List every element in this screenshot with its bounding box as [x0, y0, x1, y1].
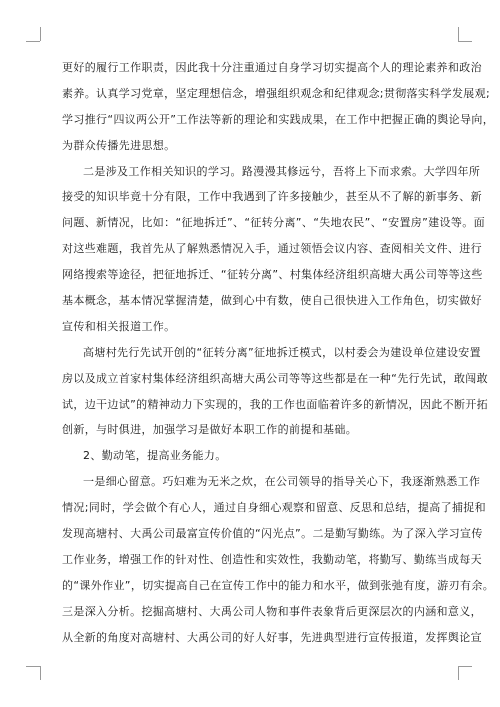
crop-mark-top-left-h [26, 41, 40, 42]
text-line: 接受的知识毕竟十分有限，工作中我遇到了许多接触少，甚至从不了解的新事务、新 [62, 190, 482, 204]
text-line: 从全新的角度对高塘村、大禹公司的好人好事，先进典型进行宣传报道，发挥舆论宣 [62, 630, 482, 644]
text-line: 的“课外作业”，切实提高自己在宣传工作中的能力和水平，做到张弛有度，游刃有余。 [62, 578, 495, 592]
text-line: 一是细心留意。巧妇难为无米之炊，在公司领导的指导关心下，我逐渐熟悉工作 [83, 475, 481, 489]
crop-mark-bottom-right-h [458, 666, 472, 667]
text-line: 素养。认真学习党章，坚定理想信念，增强组织观念和纪律观念;贯彻落实科学发展观; [62, 86, 491, 100]
crop-mark-top-right-h [458, 41, 472, 42]
crop-mark-top-right-v [458, 27, 459, 41]
crop-mark-bottom-left-h [26, 666, 40, 667]
text-line: 高塘村先行先试开创的“征转分离”征地拆迁模式，以村委会为建设单位建设安置 [83, 345, 481, 359]
text-line: 为群众传播先进思想。 [62, 138, 176, 152]
text-line: 宣传和相关报道工作。 [62, 319, 176, 333]
text-line: 问题、新情况，比如：“征地拆迁”、“征转分离”、“失地农民”、“安置房”建设等。面 [62, 216, 485, 230]
text-line: 网络搜索等途径，把征地拆迁、“征转分离”、村集体经济组织高塘大禹公司等等这些 [62, 268, 483, 282]
text-line: 试，边干边试”的精神动力下实现的，我的工作也面临着许多的新情况，因此不断开拓 [62, 397, 488, 411]
crop-mark-bottom-left-v [40, 666, 41, 680]
crop-mark-top-left-v [40, 27, 41, 41]
text-line: 房以及成立首家村集体经济组织高塘大禹公司等等这些都是在一种“先行先试，敢闯敢 [62, 371, 488, 385]
text-line: 对这些难题，我首先从了解熟悉情况入手，通过领悟会议内容、查阅相关文件、进行 [62, 242, 482, 256]
text-line: 2、勤动笔，提高业务能力。 [83, 449, 227, 463]
text-line: 更好的履行工作职责，因此我十分注重通过自身学习切实提高个人的理论素养和政治 [62, 61, 482, 74]
crop-mark-bottom-right-v [458, 666, 459, 680]
text-line: 学习推行“四议两公开”工作法等新的理论和实践成果，在工作中把握正确的舆论导向， [62, 112, 495, 126]
text-line: 工作业务，增强工作的针对性、创造性和实效性，我勤动笔，将勤写、勤练当成每天 [62, 552, 482, 566]
text-line: 基本概念，基本情况掌握清楚，做到心中有数，使自己很快进入工作角色，切实做好 [62, 294, 482, 308]
text-line: 创新，与时俱进，加强学习是做好本职工作的前提和基础。 [62, 423, 358, 437]
document-body [62, 61, 495, 657]
text-line: 三是深入分析。挖掘高塘村、大禹公司人物和事件表象背后更深层次的内涵和意义， [62, 604, 482, 618]
text-line: 发现高塘村、大禹公司最富宣传价值的“闪光点”。二是勤写勤练。为了深入学习宣传 [62, 527, 483, 541]
text-line: 情况;同时，学会做个有心人，通过自身细心观察和留意、反思和总结，提高了捕捉和 [62, 501, 487, 515]
text-line: 二是涉及工作相关知识的学习。路漫漫其修远兮，吾将上下而求索。大学四年所 [83, 164, 481, 178]
